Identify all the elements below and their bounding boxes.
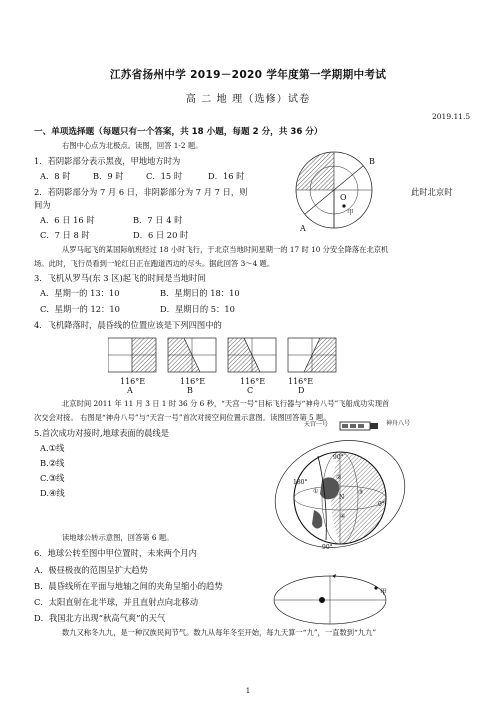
q3-option-d: D．星期日的 5：10 [160, 304, 235, 314]
fig3-lon-0: 0° [378, 501, 385, 508]
q1-option-c: C．15 时 [146, 171, 183, 181]
fig1-label-jia: 甲 [347, 208, 354, 216]
passage5-line1: 北京时间 2011 年 11 月 3 日 1 时 36 分 6 秒，“天宫一号”目标飞行器与“神舟八号”飞船成功实现首 [62, 399, 390, 408]
q3-option-c: C．星期一的 12：10 [40, 304, 120, 314]
docking-earth-diagram [270, 418, 410, 556]
passage34-line1: 从罗马起飞的某国际航班经过 18 小时飞行，于北京当地时间星期一的 17 时 10 分安全降落在北京机 [62, 245, 389, 254]
q2-option-a: A．6 日 16 时 [40, 215, 95, 225]
section-intro: 右图中心点为北极点。读图，回答 1-2 题。 [62, 141, 203, 150]
q1-option-b: B．9 时 [93, 171, 124, 181]
q2-stem-right: 此时北京时 [411, 187, 453, 197]
q6-option-b: B．晨昏线所在平面与地轴之间的夹角呈缩小的趋势 [34, 581, 223, 591]
exam-subtitle: 高 二 地 理（选修）试卷 [185, 94, 311, 105]
exam-date: 2019.11.5 [432, 112, 471, 121]
q3-stem: 3．飞机从罗马(东 3 区)起飞的时间是当地时间 [34, 273, 206, 283]
q4-stem: 4．飞机降落时，晨昏线的位置应该是下列四图中的 [34, 320, 222, 330]
passage34-line2: 场。此时，飞行员看到一轮红日正在跑道西边的尽头。据此回答 3～4 题。 [34, 259, 275, 268]
q6-stem: 6．地球公转至图中甲位置时，未来两个月内 [34, 548, 197, 558]
q1-stem: 1．若阴影部分表示黑夜，甲地地方时为 [34, 156, 181, 166]
panel-a-lon: 116°E [120, 377, 146, 386]
q6-option-c: C．太阳直射在北半球，并且直射点向北移动 [34, 597, 198, 607]
q3-option-b: B．星期日的 18：10 [160, 288, 240, 298]
panel-c [228, 338, 276, 372]
q2-option-b: B．7 日 4 时 [133, 215, 183, 225]
fig3-marker-1: ① [313, 488, 319, 495]
fig3-pole-n: N [339, 494, 345, 501]
q5-stem: 5.首次成功对接时,地球表面的晨线是 [34, 428, 170, 438]
panel-b [168, 338, 216, 372]
q5-option-d: D.④线 [40, 488, 65, 498]
panel-d-letter: D [298, 386, 305, 395]
panel-d-lon: 116°E [288, 377, 314, 386]
section-heading: 一、单项选择题（每题只有一个答案，共 18 小题，每题 2 分，共 36 分） [34, 127, 323, 137]
panel-a-letter: A [127, 386, 133, 395]
fig4-label-jia: 甲 [380, 588, 387, 596]
fig3-shenzhou: 神舟八号 [386, 420, 411, 427]
panel-d [288, 338, 336, 372]
terminator-panels [108, 336, 340, 376]
passage5-line2: 次交会对接。 右图是“神舟八号”与“天宫一号”首次对接空间位置示意图。读图回答第 5 题。 [34, 413, 331, 422]
q2-option-c: C．7 日 8 时 [40, 230, 90, 240]
q5-option-b: B.②线 [40, 458, 65, 468]
fig1-label-o: O [340, 193, 347, 202]
panel-a [108, 338, 156, 372]
panel-b-lon: 116°E [180, 377, 206, 386]
fig1-label-a: A [300, 224, 306, 233]
panel-c-lon: 116°E [240, 377, 266, 386]
q6-option-d: D．我国北方出现“秋高气爽”的天气 [34, 613, 166, 623]
fig3-lon-90-bottom: 90° [322, 544, 333, 551]
q5-option-a: A.①线 [40, 443, 65, 453]
q2-stem-line1: 2．若阴影部分为 7 月 6 日，非阴影部分为 7 月 7 日，则 [34, 187, 248, 197]
q2-option-d: D．6 日 20 时 [133, 230, 189, 240]
panel-c-letter: C [247, 386, 254, 395]
exam-title: 江苏省扬州中学 2019－2020 学年度第一学期期中考试 [109, 69, 387, 81]
q6-option-a: A．极昼极夜的范围呈扩大趋势 [34, 565, 148, 575]
fig3-marker-2: ② [336, 474, 342, 481]
fig3-lon-90: 90° [333, 454, 344, 461]
fig1-label-b: B [369, 157, 375, 166]
q6-intro: 读地球公转示意图，回答第 6 题。 [62, 533, 174, 542]
fig3-marker-4: ④ [340, 513, 346, 520]
passage7-line1: 数九又称冬九九，是一种汉族民间节气。数九从每年冬至开始，每九天算一“九”，一直数到“九九” [62, 628, 377, 637]
q2-stem-line2: 间为 [34, 200, 51, 210]
fig3-tiangong: 天宫一号 [304, 421, 329, 428]
q1-option-d: D．16 时 [208, 171, 245, 181]
panel-b-letter: B [187, 386, 193, 395]
q3-option-a: A．星期一的 13：10 [40, 288, 120, 298]
fig3-lon-180: 180° [293, 479, 308, 486]
q1-option-a: A．8 时 [40, 171, 71, 181]
orbit-diagram [272, 572, 390, 628]
fig3-marker-3: ③ [358, 489, 364, 496]
page-number: 1 [245, 687, 251, 695]
q5-option-c: C.③线 [40, 473, 65, 483]
